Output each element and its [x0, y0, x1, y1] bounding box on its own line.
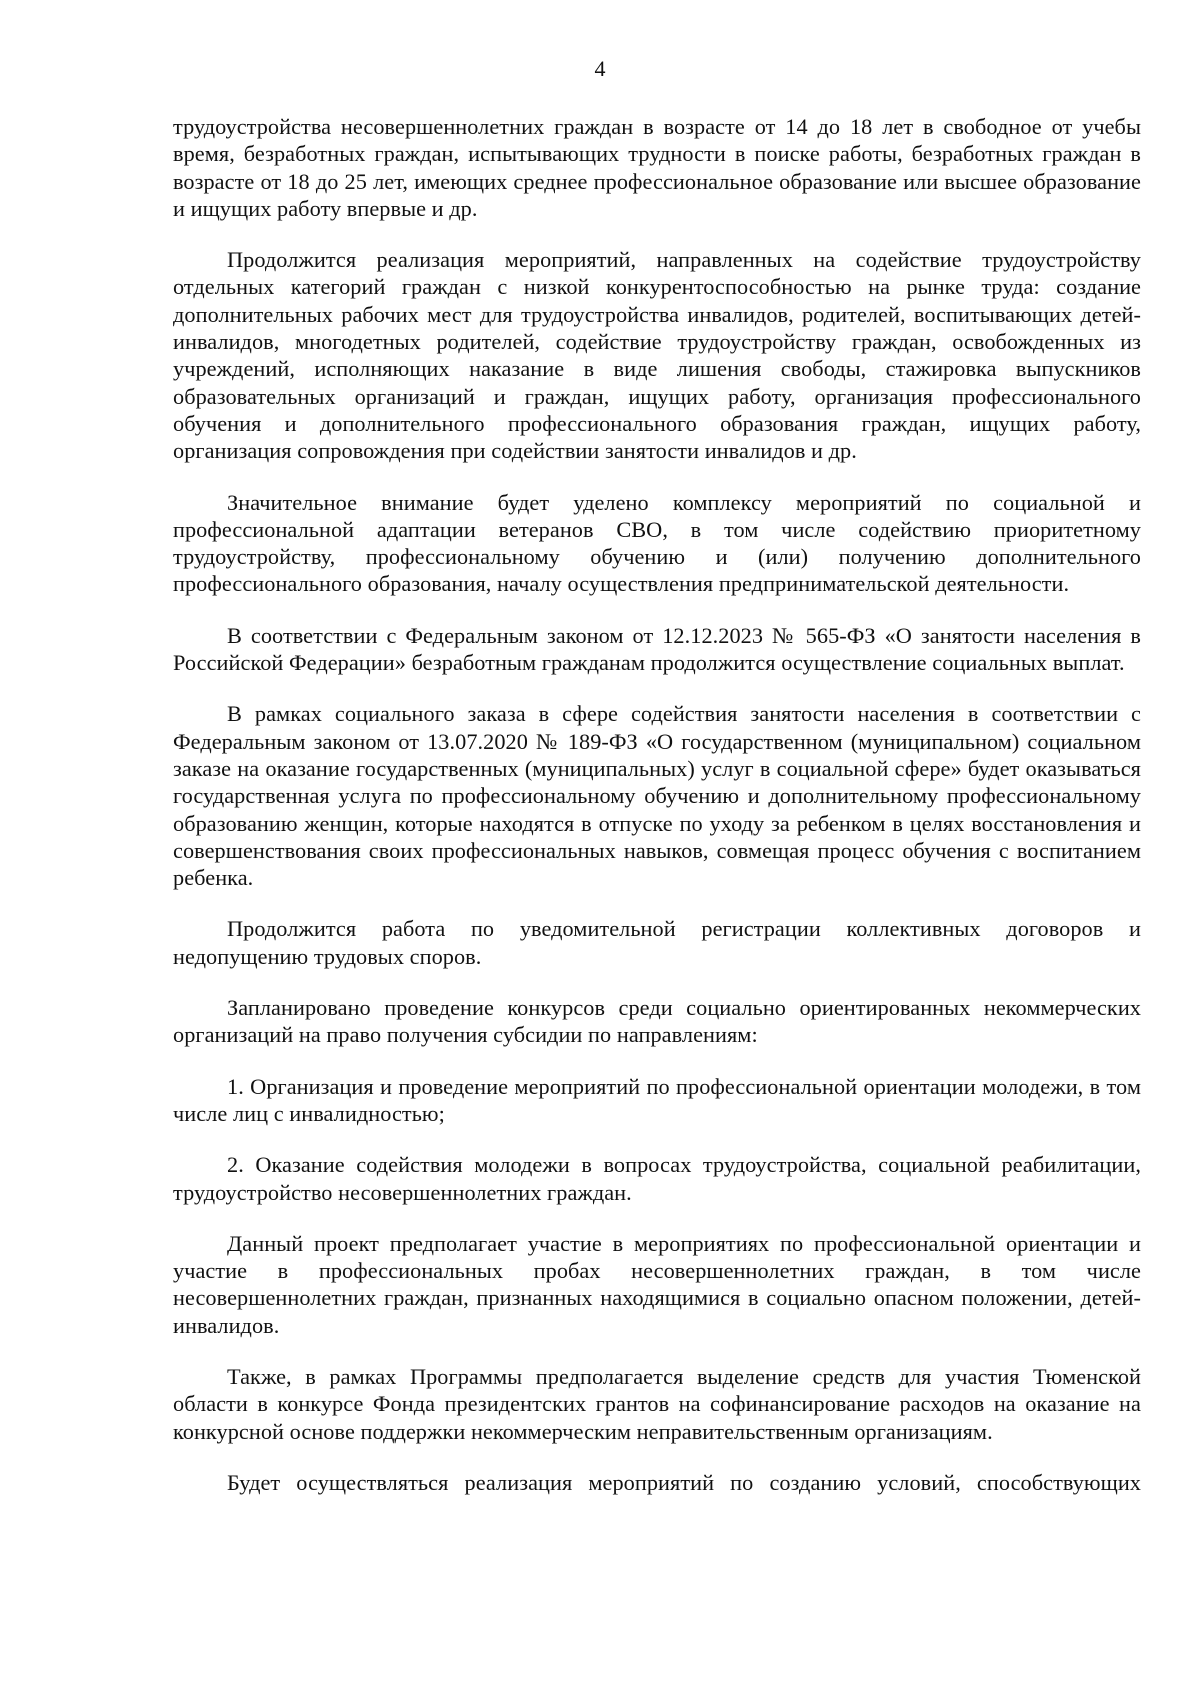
paragraph-collective-agreements: Продолжится работа по уведомительной регистрации коллективных договоров и недопущению трудовых споров.: [173, 916, 1141, 969]
paragraph-presidential-grants: Также, в рамках Программы предполагается выделение средств для участия Тюменской области в конкурсе Фонда президентских грантов на софинансирование расходов на оказание на конкурсной основе поддержки некоммерческим неправительственным организациям.: [173, 1363, 1141, 1444]
paragraph-final-continued: Будет осуществляться реализация мероприятий по созданию условий, способствующих: [227, 1469, 1141, 1495]
paragraph-federal-law-565: В соответствии с Федеральным законом от 12.12.2023 № 565-ФЗ «О занятости населения в Российской Федерации» безработным гражданам продолжится осуществление социальных выплат.: [173, 622, 1141, 676]
paragraph-svo-veterans: Значительное внимание будет уделено комплексу мероприятий по социальной и профессиональной адаптации ветеранов СВО, в том числе содействию приоритетному трудоустройству, профессиональному обучению и (или) получению дополнительного профессионального образования, началу осуществления предпринимательской деятельности.: [173, 489, 1141, 597]
paragraph-project-description: Данный проект предполагает участие в мероприятиях по профессиональной ориентации и участие в профессиональных пробах несовершеннолетних граждан, в том числе несовершеннолетних граждан, признанных находящимися в социально опасном положении, детей-инвалидов.: [173, 1230, 1141, 1338]
list-item-1: 1. Организация и проведение мероприятий по профессиональной ориентации молодежи, в том числе лиц с инвалидностью;: [173, 1073, 1141, 1126]
list-item-2: 2. Оказание содействия молодежи в вопросах трудоустройства, социальной реабилитации, трудоустройство несовершеннолетних граждан.: [173, 1152, 1141, 1205]
paragraph-ngo-contests: Запланировано проведение конкурсов среди социально ориентированных некоммерческих организаций на право получения субсидии по направлениям:: [173, 995, 1141, 1048]
paragraph-social-order: В рамках социального заказа в сфере содействия занятости населения в соответствии с Федеральным законом от 13.07.2020 № 189-ФЗ «О государственном (муниципальном) социальном заказе на оказание государственных (муниципальных) услуг в социальной сфере» будет оказываться государственная услуга по профессиональному обучению и дополнительному профессиональному образованию женщин, которые находятся в отпуске по уходу за ребенком в целях восстановления и совершенствования своих профессиональных навыков, совмещая процесс обучения с воспитанием ребенка.: [173, 701, 1141, 891]
page-number: 4: [594, 56, 606, 81]
paragraph-continuation: трудоустройства несовершеннолетних граждан в возрасте от 14 до 18 лет в свободное от учебы время, безработных граждан, испытывающих трудности в поиске работы, безработных граждан в возрасте от 18 до 25 лет, имеющих среднее профессиональное образование или высшее образование и ищущих работу впервые и др.: [173, 114, 1141, 221]
document-body: [173, 113, 1141, 1496]
paragraph-employment-support: Продолжится реализация мероприятий, направленных на содействие трудоустройству отдельных категорий граждан с низкой конкурентоспособностью на рынке труда: создание дополнительных рабочих мест для трудоустройства инвалидов, родителей, воспитывающих детей-инвалидов, многодетных родителей, содействие трудоустройству граждан, освобожденных из учреждений, исполняющих наказание в виде лишения свободы, стажировка выпускников образовательных организаций и граждан, ищущих работу, организация профессионального обучения и дополнительного профессионального образования граждан, ищущих работу, организация сопровождения при содействии занятости инвалидов и др.: [173, 247, 1141, 464]
